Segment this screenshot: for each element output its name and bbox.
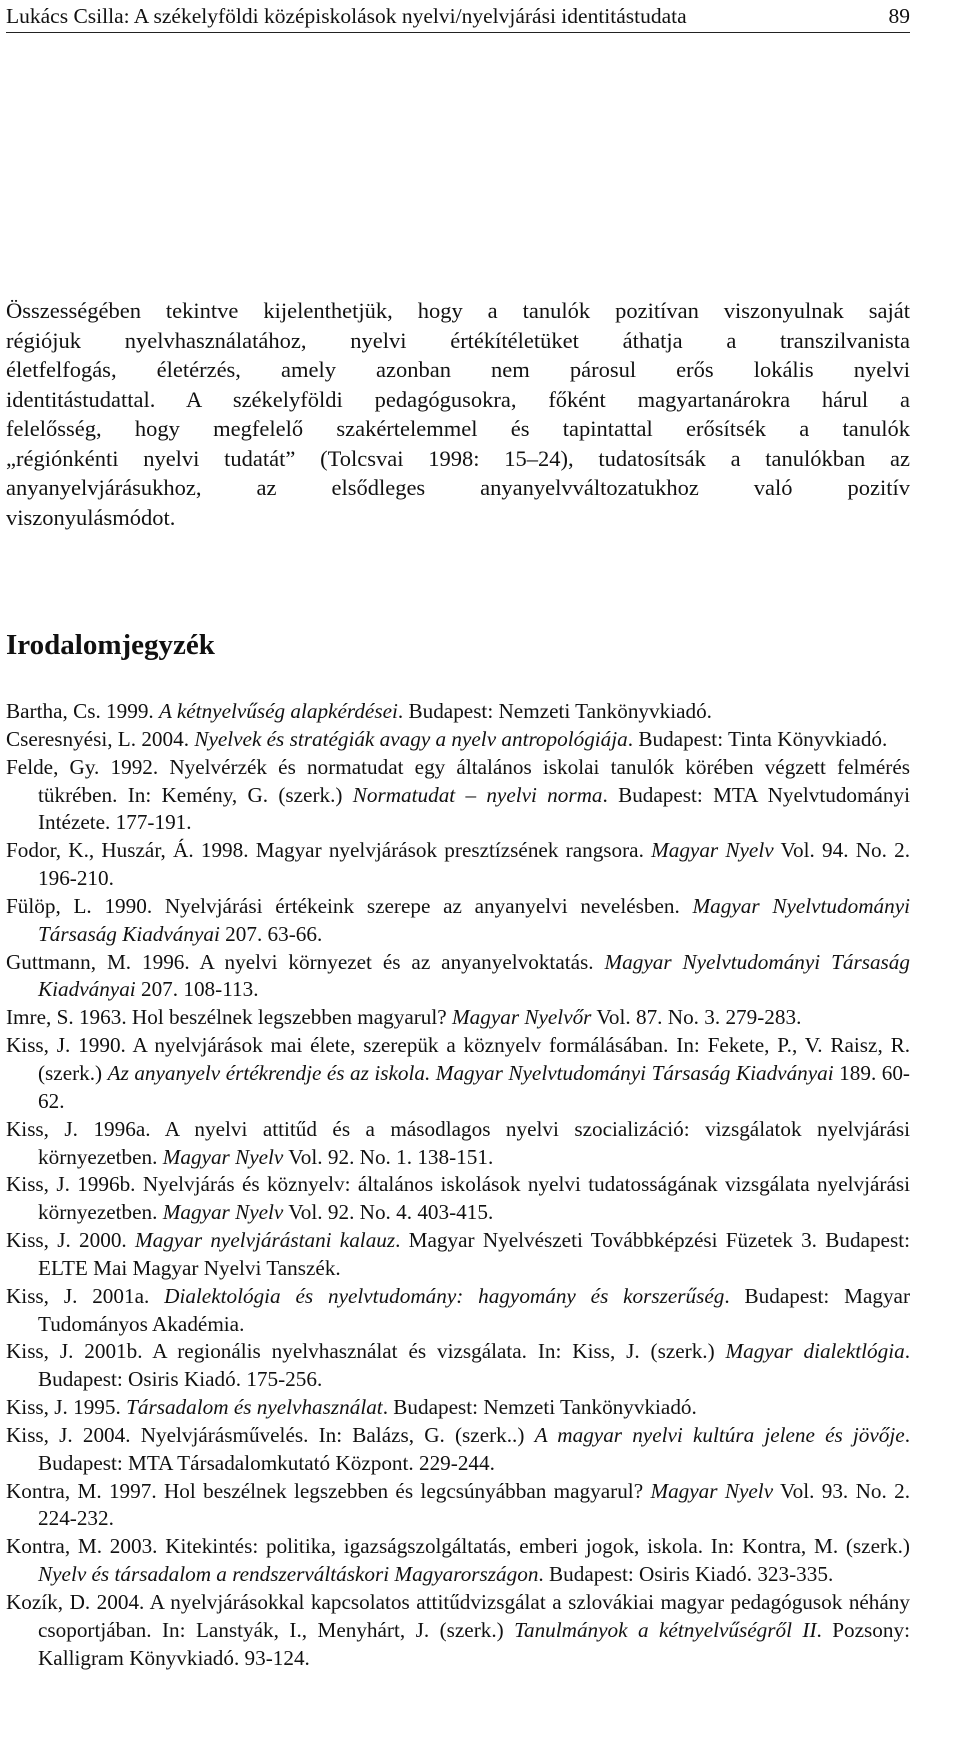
reference-text: . Budapest: MTA Nyelvtudományi Intézete. 177-191. xyxy=(38,782,910,835)
reference-text: Kiss, J. 1996b. Nyelvjárás és köznyelv: általános iskolások nyelvi tudatosságának vizsgálata nyelvjárási környezetben. xyxy=(6,1172,910,1225)
reference-text: Vol. 93. No. 2. 224-232. xyxy=(38,1478,910,1531)
reference-entry xyxy=(6,1394,910,1422)
reference-title: Magyar Nyelv xyxy=(650,1478,774,1503)
reference-text: . Pozsony: Kalligram Könyvkiadó. 93-124. xyxy=(38,1617,910,1670)
reference-list xyxy=(6,698,910,1673)
reference-text: Cseresnyési, L. 2004. xyxy=(6,726,195,751)
reference-title: Magyar dialektlógia xyxy=(725,1339,905,1364)
reference-title: Magyar Nyelv xyxy=(651,838,774,863)
reference-text: . Budapest: Nemzeti Tankönyvkiadó. xyxy=(397,699,712,723)
reference-title: Nyelvek és stratégiák avagy a nyelv antropológiája xyxy=(194,726,628,751)
reference-text: . Budapest: Osiris Kiadó. 175-256. xyxy=(38,1339,910,1392)
reference-text: 207. 108-113. xyxy=(135,977,259,1002)
reference-text: . Budapest: Tinta Könyvkiadó. xyxy=(627,726,888,751)
reference-title: Nyelv és társadalom a rendszerváltáskori Magyarországon xyxy=(38,1562,539,1587)
reference-text: Felde, Gy. 1992. Nyelvérzék és normatudat egy általános iskolai tanulók körében végzett felmérés tükrében. In: Kemény, G. (szerk.) xyxy=(6,754,910,807)
reference-text: Kiss, J. 1996a. A nyelvi attitűd és a másodlagos nyelvi szocializáció: vizsgálatok nyelvjárási környezetben. xyxy=(6,1116,910,1169)
reference-title: Magyar Nyelv xyxy=(162,1200,284,1225)
reference-entry xyxy=(6,893,910,949)
reference-entry xyxy=(6,1589,910,1673)
reference-text: Kiss, J. 2001b. A regionális nyelvhasználat és vizsgálata. In: Kiss, J. (szerk.) xyxy=(6,1339,726,1364)
paragraph-line: anyanyelvjárásukhoz, az elsődleges anyanyelvváltozatukhoz való pozitív xyxy=(6,475,910,500)
reference-entry xyxy=(6,1032,910,1116)
reference-text: . Budapest: Magyar Tudományos Akadémia. xyxy=(38,1283,911,1336)
reference-title: Magyar Nyelvtudományi Társaság Kiadványai xyxy=(38,949,910,1002)
reference-text: . Budapest: Nemzeti Tankönyvkiadó. xyxy=(382,1395,697,1420)
reference-text: 189. 60-62. xyxy=(38,1060,910,1113)
reference-title: Az anyanyelv értékrendje és az iskola. Magyar Nyelvtudományi Társaság Kiadványai xyxy=(107,1060,834,1085)
running-header xyxy=(6,2,910,30)
reference-entry xyxy=(6,1004,910,1032)
references-heading: Irodalomjegyzék xyxy=(6,629,215,661)
reference-entry xyxy=(6,837,910,893)
paragraph-line: felelősség, hogy megfelelő szakértelemmel és tapintattal erősítsék a tanulók xyxy=(6,416,910,441)
reference-text: Imre, S. 1963. Hol beszélnek legszebben magyarul? xyxy=(6,1005,452,1030)
reference-title: A magyar nyelvi kultúra jelene és jövője xyxy=(534,1422,905,1447)
reference-text: Bartha, Cs. 1999. xyxy=(6,699,160,723)
reference-text: Vol. 87. No. 3. 279-283. xyxy=(591,1005,802,1030)
reference-entry xyxy=(6,1171,910,1227)
reference-entry xyxy=(6,1422,910,1478)
reference-title: Normatudat – nyelvi norma xyxy=(352,782,603,807)
reference-entry xyxy=(6,1533,910,1589)
reference-text: Vol. 94. No. 2. 196-210. xyxy=(38,838,910,891)
reference-title: Magyar Nyelv xyxy=(162,1144,284,1169)
paragraph-line: életfelfogás, életérzés, amely azonban nem párosul erős lokális nyelvi xyxy=(6,357,910,382)
paragraph-line: viszonyulásmódot. xyxy=(6,504,176,530)
reference-title: Magyar Nyelvtudományi Társaság Kiadványai xyxy=(38,893,910,946)
reference-text: Guttmann, M. 1996. A nyelvi környezet és az anyanyelvoktatás. xyxy=(6,949,605,974)
reference-entry xyxy=(6,1338,910,1394)
reference-text: Vol. 92. No. 4. 403-415. xyxy=(283,1200,494,1225)
reference-entry xyxy=(6,949,910,1005)
reference-title: Társadalom és nyelvhasználat xyxy=(126,1395,383,1420)
reference-text: . Budapest: MTA Társadalomkutató Központ. 229-244. xyxy=(38,1422,910,1475)
paragraph-line: identitástudattal. A székelyföldi pedagógusokra, főként magyartanárokra hárul a xyxy=(6,386,910,412)
reference-entry xyxy=(6,1283,910,1339)
header-rule xyxy=(6,32,910,33)
reference-text: Fülöp, L. 1990. Nyelvjárási értékeink szerepe az anyanyelvi nevelésben. xyxy=(6,893,693,918)
reference-entry xyxy=(6,1227,910,1283)
page-number: 89 xyxy=(888,4,910,28)
reference-text: Kiss, J. 1995. xyxy=(6,1395,127,1420)
conclusion-paragraph xyxy=(6,296,910,532)
reference-entry xyxy=(6,754,910,838)
reference-text: Kiss, J. 2001a. xyxy=(6,1283,165,1308)
reference-entry xyxy=(6,698,910,726)
reference-text: Kozík, D. 2004. A nyelvjárásokkal kapcsolatos attitűdvizsgálat a szlovákiai magyar pedagógusok néhány csoportjában. In: Lanstyák, I., Menyhárt, J. (szerk.) xyxy=(6,1590,910,1642)
paragraph-line: Összességében tekintve kijelenthetjük, hogy a tanulók pozitívan viszonyulnak saját xyxy=(6,298,910,323)
running-title: Lukács Csilla: A székelyföldi középiskolások nyelvi/nyelvjárási identitástudata xyxy=(6,4,687,28)
reference-text: . Magyar Nyelvészeti Továbbképzési Füzetek 3. Budapest: ELTE Mai Magyar Nyelvi Tanszék. xyxy=(38,1228,910,1280)
reference-title: Magyar Nyelvőr xyxy=(451,1005,592,1030)
reference-title: Dialektológia és nyelvtudomány: hagyomány és korszerűség xyxy=(164,1283,725,1308)
reference-entry xyxy=(6,1116,910,1172)
reference-text: Vol. 92. No. 1. 138-151. xyxy=(283,1144,494,1169)
reference-title: Magyar nyelvjárástani kalauz xyxy=(134,1228,396,1253)
reference-entry xyxy=(6,1478,910,1534)
reference-title: A kétnyelvűség alapkérdései xyxy=(159,699,398,723)
reference-text: 207. 63-66. xyxy=(219,921,323,946)
paragraph-line: régiójuk nyelvhasználatához, nyelvi értékítéletüket áthatja a transzilvanista xyxy=(6,327,910,353)
reference-title: Tanulmányok a kétnyelvűségről II xyxy=(514,1617,817,1642)
reference-text: Kontra, M. 2003. Kitekintés: politika, igazságszolgáltatás, emberi jogok, iskola. In: Kontra, M. (szerk.) xyxy=(6,1534,910,1559)
reference-text: Kiss, J. 1990. A nyelvjárások mai élete, szerepük a köznyelv formálásában. In: Fekete, P., V. Raisz, R. (szerk.) xyxy=(6,1033,910,1085)
reference-text: Kiss, J. 2000. xyxy=(6,1228,135,1253)
reference-text: . Budapest: Osiris Kiadó. 323-335. xyxy=(538,1562,834,1587)
paragraph-line: „régiónkénti nyelvi tudatát” (Tolcsvai 1998: 15–24), tudatosítsák a tanulókban az xyxy=(6,445,910,471)
reference-text: Kontra, M. 1997. Hol beszélnek legszebben és legcsúnyábban magyarul? xyxy=(6,1478,651,1503)
reference-text: Fodor, K., Huszár, Á. 1998. Magyar nyelvjárások presztízsének rangsora. xyxy=(6,838,652,863)
reference-text: Kiss, J. 2004. Nyelvjárásművelés. In: Balázs, G. (szerk..) xyxy=(6,1422,535,1447)
reference-entry xyxy=(6,726,910,754)
